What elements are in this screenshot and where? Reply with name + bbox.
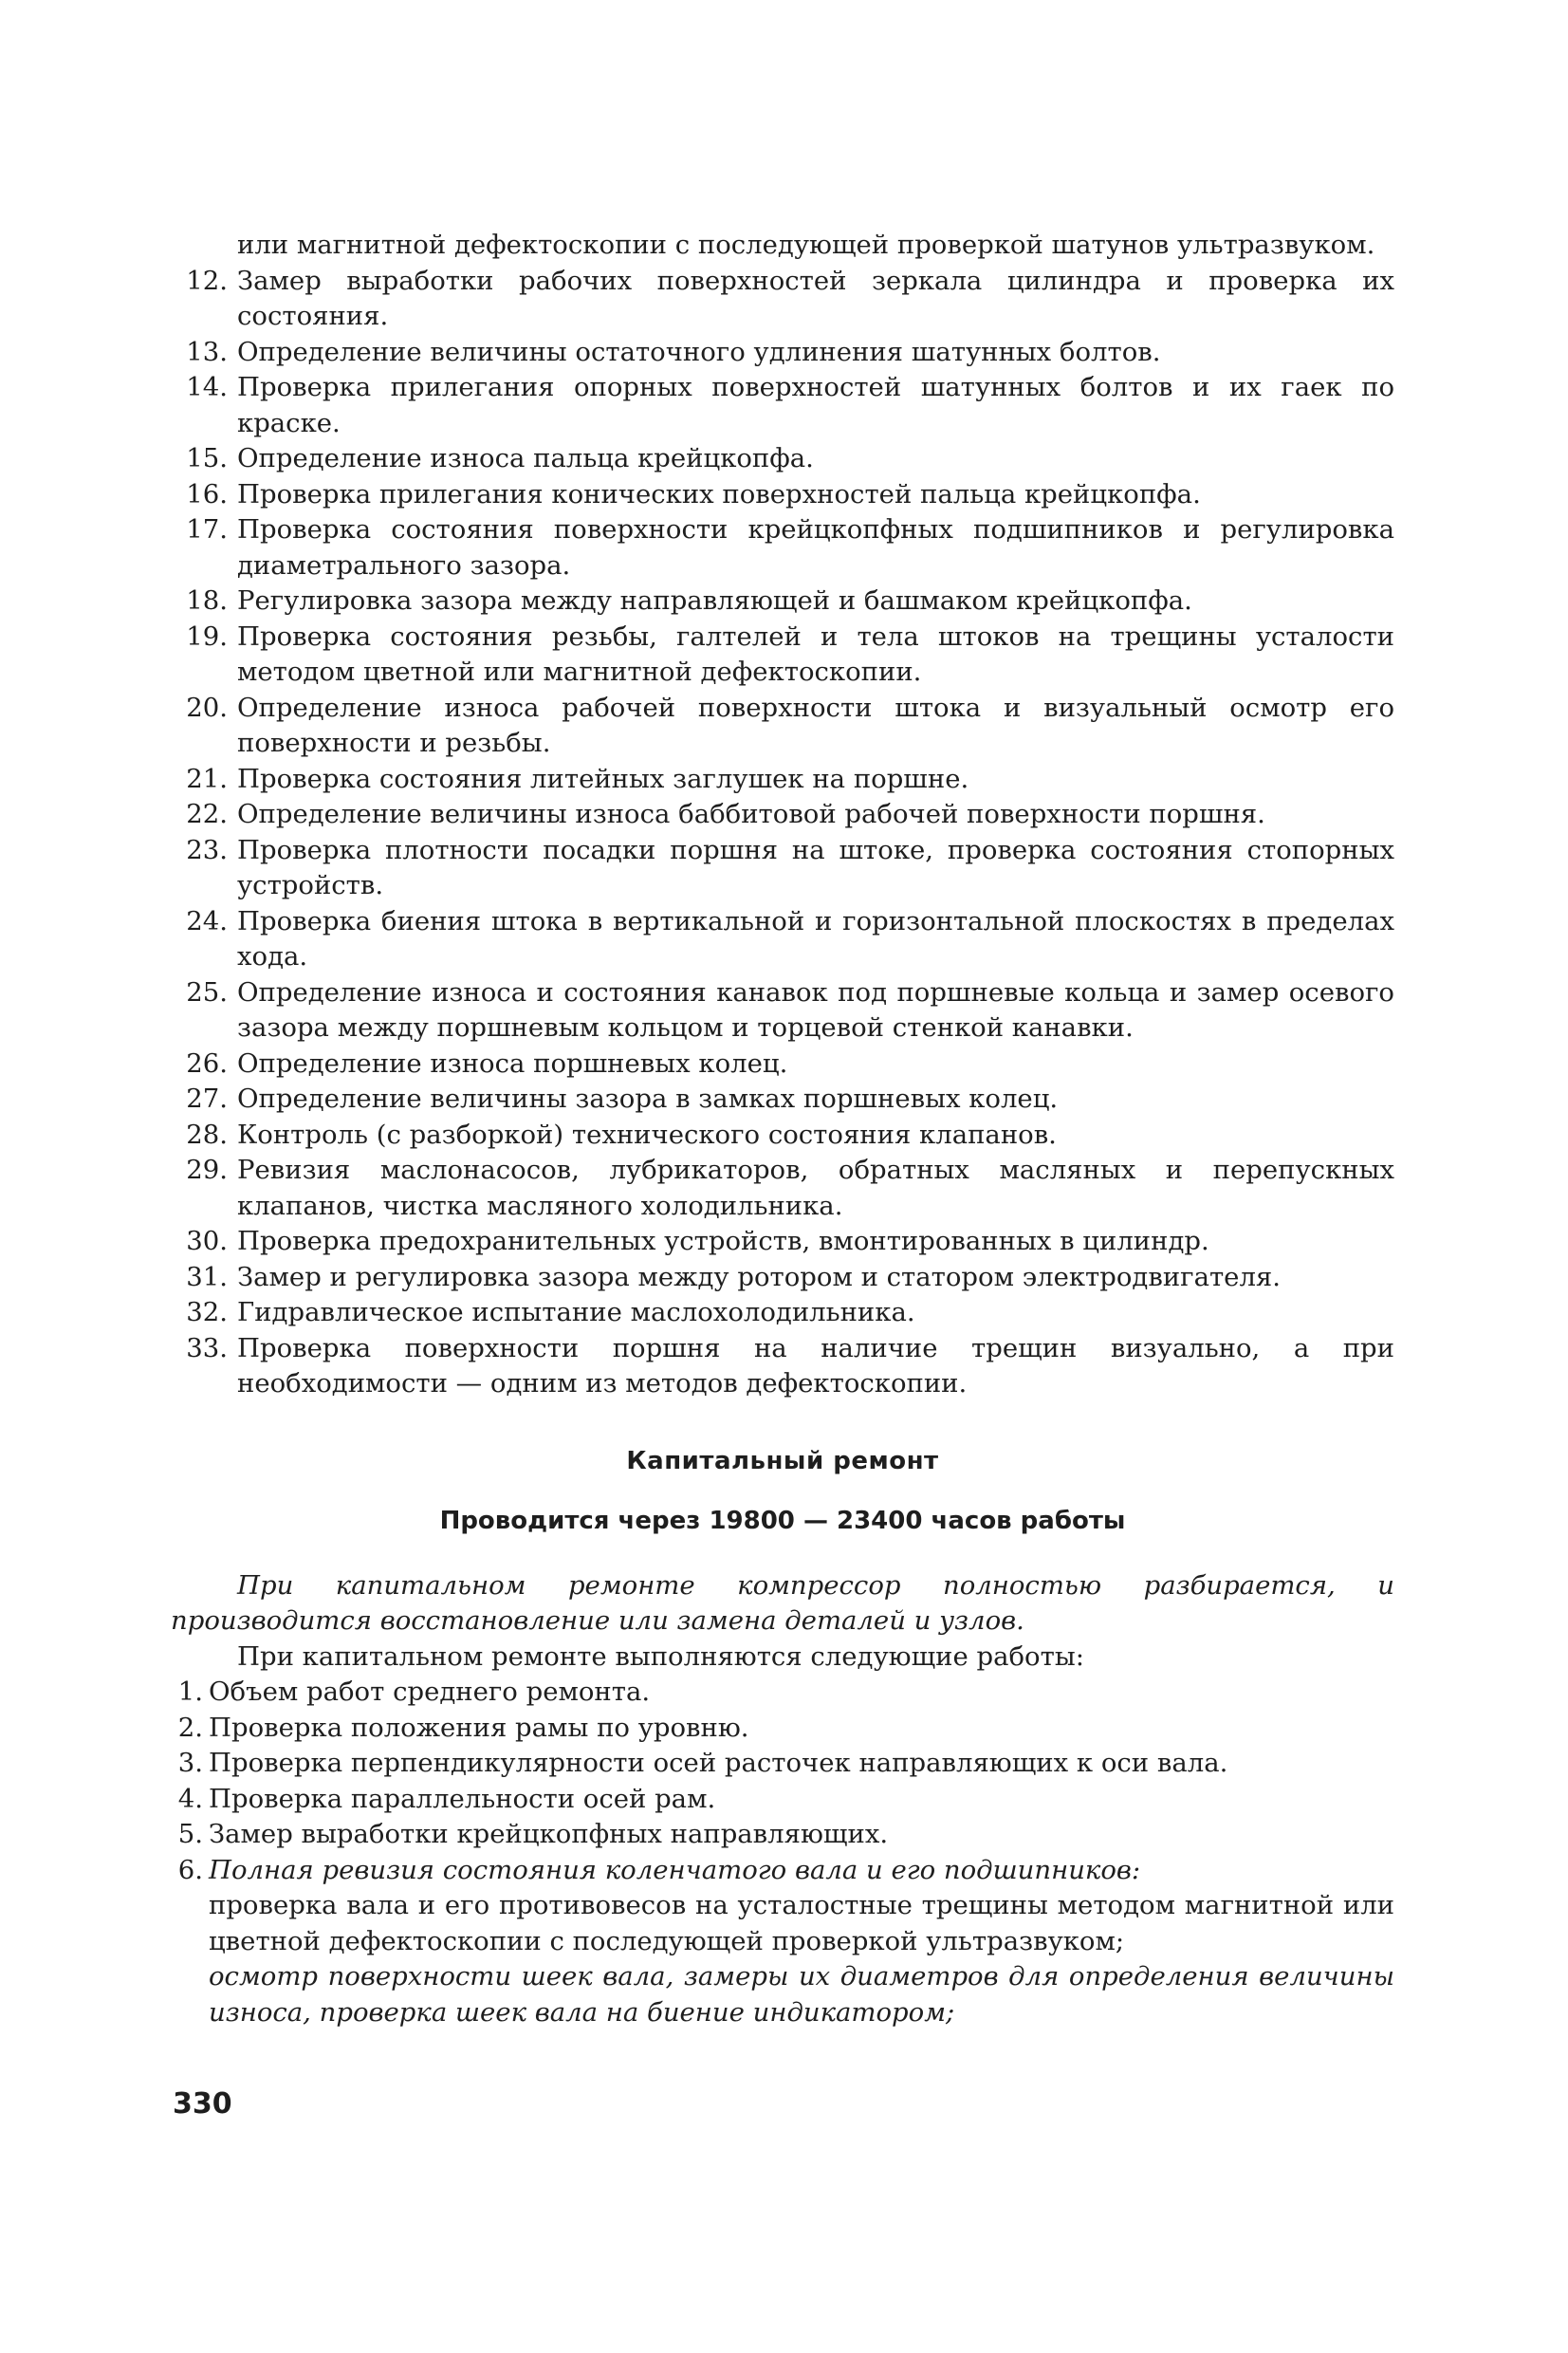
- item-text: Проверка предохранительных устройств, вмонтированных в цилиндр.: [237, 1226, 1209, 1256]
- item-text: Проверка плотности посадки поршня на штоке, проверка состояния стопорных устройств.: [237, 834, 1394, 900]
- item-text: Определение величины остаточного удлинения шатунных болтов.: [237, 336, 1161, 367]
- item-number: 25.: [186, 976, 228, 1008]
- list-item: [171, 335, 1394, 371]
- item-number: 28.: [186, 1119, 228, 1150]
- item-number: 21.: [186, 763, 228, 794]
- list-item: [171, 1082, 1394, 1118]
- item-text: Определение величины износа баббитовой рабочей поверхности поршня.: [237, 799, 1265, 829]
- list-item: [171, 477, 1394, 513]
- continuation-text: или магнитной дефектоскопии с последующей проверкой шатунов ультразвуком.: [237, 230, 1375, 260]
- list-item: [171, 797, 1394, 833]
- item-text: Регулировка зазора между направляющей и башмаком крейцкопфа.: [237, 585, 1192, 616]
- item-text: Проверка параллельности осей рам.: [209, 1783, 716, 1814]
- list-item: [171, 441, 1394, 477]
- section-title: Капитальный ремонт: [626, 1446, 939, 1475]
- item-number: 31.: [186, 1261, 228, 1292]
- item-number: 30.: [186, 1226, 228, 1256]
- list-item: [171, 975, 1394, 1047]
- list-item: [171, 1153, 1394, 1224]
- item-number: 27.: [186, 1084, 228, 1114]
- item-text: Проверка поверхности поршня на наличие трещин визуально, а при необходимости — одним из методов дефектоскопии.: [237, 1332, 1394, 1399]
- item-text: Полная ревизия состояния коленчатого вала и его подшипников:: [209, 1854, 1141, 1885]
- list-item: [171, 833, 1394, 904]
- list-item: [171, 1260, 1394, 1296]
- list-item: [171, 1853, 1394, 1889]
- list-item: [171, 512, 1394, 584]
- list-item: [171, 1817, 1394, 1853]
- item-text: Гидравлическое испытание маслохолодильника.: [237, 1297, 915, 1327]
- list-item: [171, 1295, 1394, 1331]
- item-text: Контроль (с разборкой) технического состояния клапанов.: [237, 1119, 1057, 1150]
- list-item: [171, 762, 1394, 798]
- list-item: [171, 1331, 1394, 1402]
- list-item: [171, 904, 1394, 975]
- item-text: Объем работ среднего ремонта.: [209, 1677, 651, 1707]
- item-number: 19.: [186, 621, 228, 652]
- list-item: [171, 1118, 1394, 1154]
- item-text: Замер и регулировка зазора между ротором и статором электродвигателя.: [237, 1261, 1282, 1292]
- list-item: [171, 1711, 1394, 1747]
- item-number: 33.: [186, 1332, 228, 1363]
- item-text: Ревизия маслонасосов, лубрикаторов, обратных масляных и перепускных клапанов, чистка масляного холодильника.: [237, 1155, 1394, 1221]
- item-number: 4.: [177, 1783, 203, 1814]
- item-text: Проверка прилегания опорных поверхностей шатунных болтов и их гаек по краске.: [237, 372, 1394, 438]
- item-text: Проверка состояния резьбы, галтелей и тела штоков на трещины усталости методом цветной или магнитной дефектоскопии.: [237, 621, 1394, 687]
- list-item: [171, 264, 1394, 335]
- item-text: Определение величины зазора в замках поршневых колец.: [237, 1084, 1059, 1114]
- item-number: 29.: [186, 1155, 228, 1185]
- item-text: Определение износа рабочей поверхности штока и визуальный осмотр его поверхности и резьбы.: [237, 692, 1394, 758]
- list-item: [171, 1224, 1394, 1260]
- item-number: 6.: [177, 1854, 203, 1885]
- list-item: [171, 370, 1394, 441]
- list-item: [171, 1782, 1394, 1818]
- section-subtitle: Проводится через 19800 — 23400 часов работы: [439, 1507, 1126, 1535]
- item-number: 16.: [186, 478, 228, 510]
- item-number: 5.: [177, 1819, 203, 1849]
- list-item: [171, 1746, 1394, 1782]
- item-number: 1.: [177, 1677, 203, 1707]
- item-text: Определение износа пальца крейцкопфа.: [237, 443, 814, 473]
- item-text: Замер выработки рабочих поверхностей зеркала цилиндра и проверка их состояния.: [237, 265, 1394, 331]
- item-number: 15.: [186, 443, 228, 473]
- list-item: [171, 1047, 1394, 1083]
- page-body: [171, 228, 1394, 2030]
- list-item: [171, 584, 1394, 620]
- list-item: [171, 691, 1394, 762]
- subparagraph: осмотр поверхности шеек вала, замеры их диаметров для определения величины износа, проверка шеек вала на биение индикатором;: [209, 1961, 1394, 2028]
- item-number: 23.: [186, 834, 228, 865]
- item-number: 3.: [177, 1748, 203, 1778]
- item-number: 2.: [177, 1712, 203, 1743]
- item-number: 22.: [186, 799, 228, 829]
- item-number: 32.: [186, 1297, 228, 1327]
- item-number: 20.: [186, 692, 228, 723]
- item-number: 17.: [186, 514, 228, 545]
- item-number: 13.: [186, 336, 228, 367]
- item-text: Проверка состояния литейных заглушек на поршне.: [237, 763, 969, 794]
- item-text: Проверка биения штока в вертикальной и горизонтальной плоскостях в пределах хода.: [237, 905, 1394, 972]
- intro-paragraph: При капитальном ремонте компрессор полностью разбирается, и производится восстановление или замена деталей и узлов.: [171, 1569, 1394, 1636]
- item-text: Определение износа и состояния канавок под поршневые кольца и замер осевого зазора между поршневым кольцом и торцевой стенкой канавки.: [237, 976, 1394, 1043]
- item-number: 24.: [186, 905, 228, 936]
- item-number: 26.: [186, 1047, 228, 1079]
- item-text: Замер выработки крейцкопфных направляющих.: [209, 1819, 889, 1849]
- item-text: Проверка положения рамы по уровню.: [209, 1712, 749, 1743]
- medium-repair-list: [171, 264, 1394, 1402]
- item-text: Проверка состояния поверхности крейцкопфных подшипников и регулировка диаметрального зазора.: [237, 514, 1394, 581]
- overhaul-list: [171, 1675, 1394, 2030]
- list-item: [171, 1675, 1394, 1711]
- item-number: 14.: [186, 372, 228, 402]
- subparagraph: проверка вала и его противовесов на усталостные трещины методом магнитной или цветной дефектоскопии с последующей проверкой ультразвуком;: [209, 1890, 1394, 1956]
- lead-paragraph: При капитальном ремонте выполняются следующие работы:: [237, 1640, 1084, 1672]
- item-number: 18.: [186, 585, 228, 616]
- list-item: [171, 620, 1394, 691]
- item-number: 12.: [186, 265, 228, 296]
- item-text: Определение износа поршневых колец.: [237, 1047, 788, 1079]
- page-number: 330: [173, 2087, 232, 2121]
- item-text: Проверка прилегания конических поверхностей пальца крейцкопфа.: [237, 478, 1201, 510]
- item-text: Проверка перпендикулярности осей расточек направляющих к оси вала.: [209, 1748, 1228, 1778]
